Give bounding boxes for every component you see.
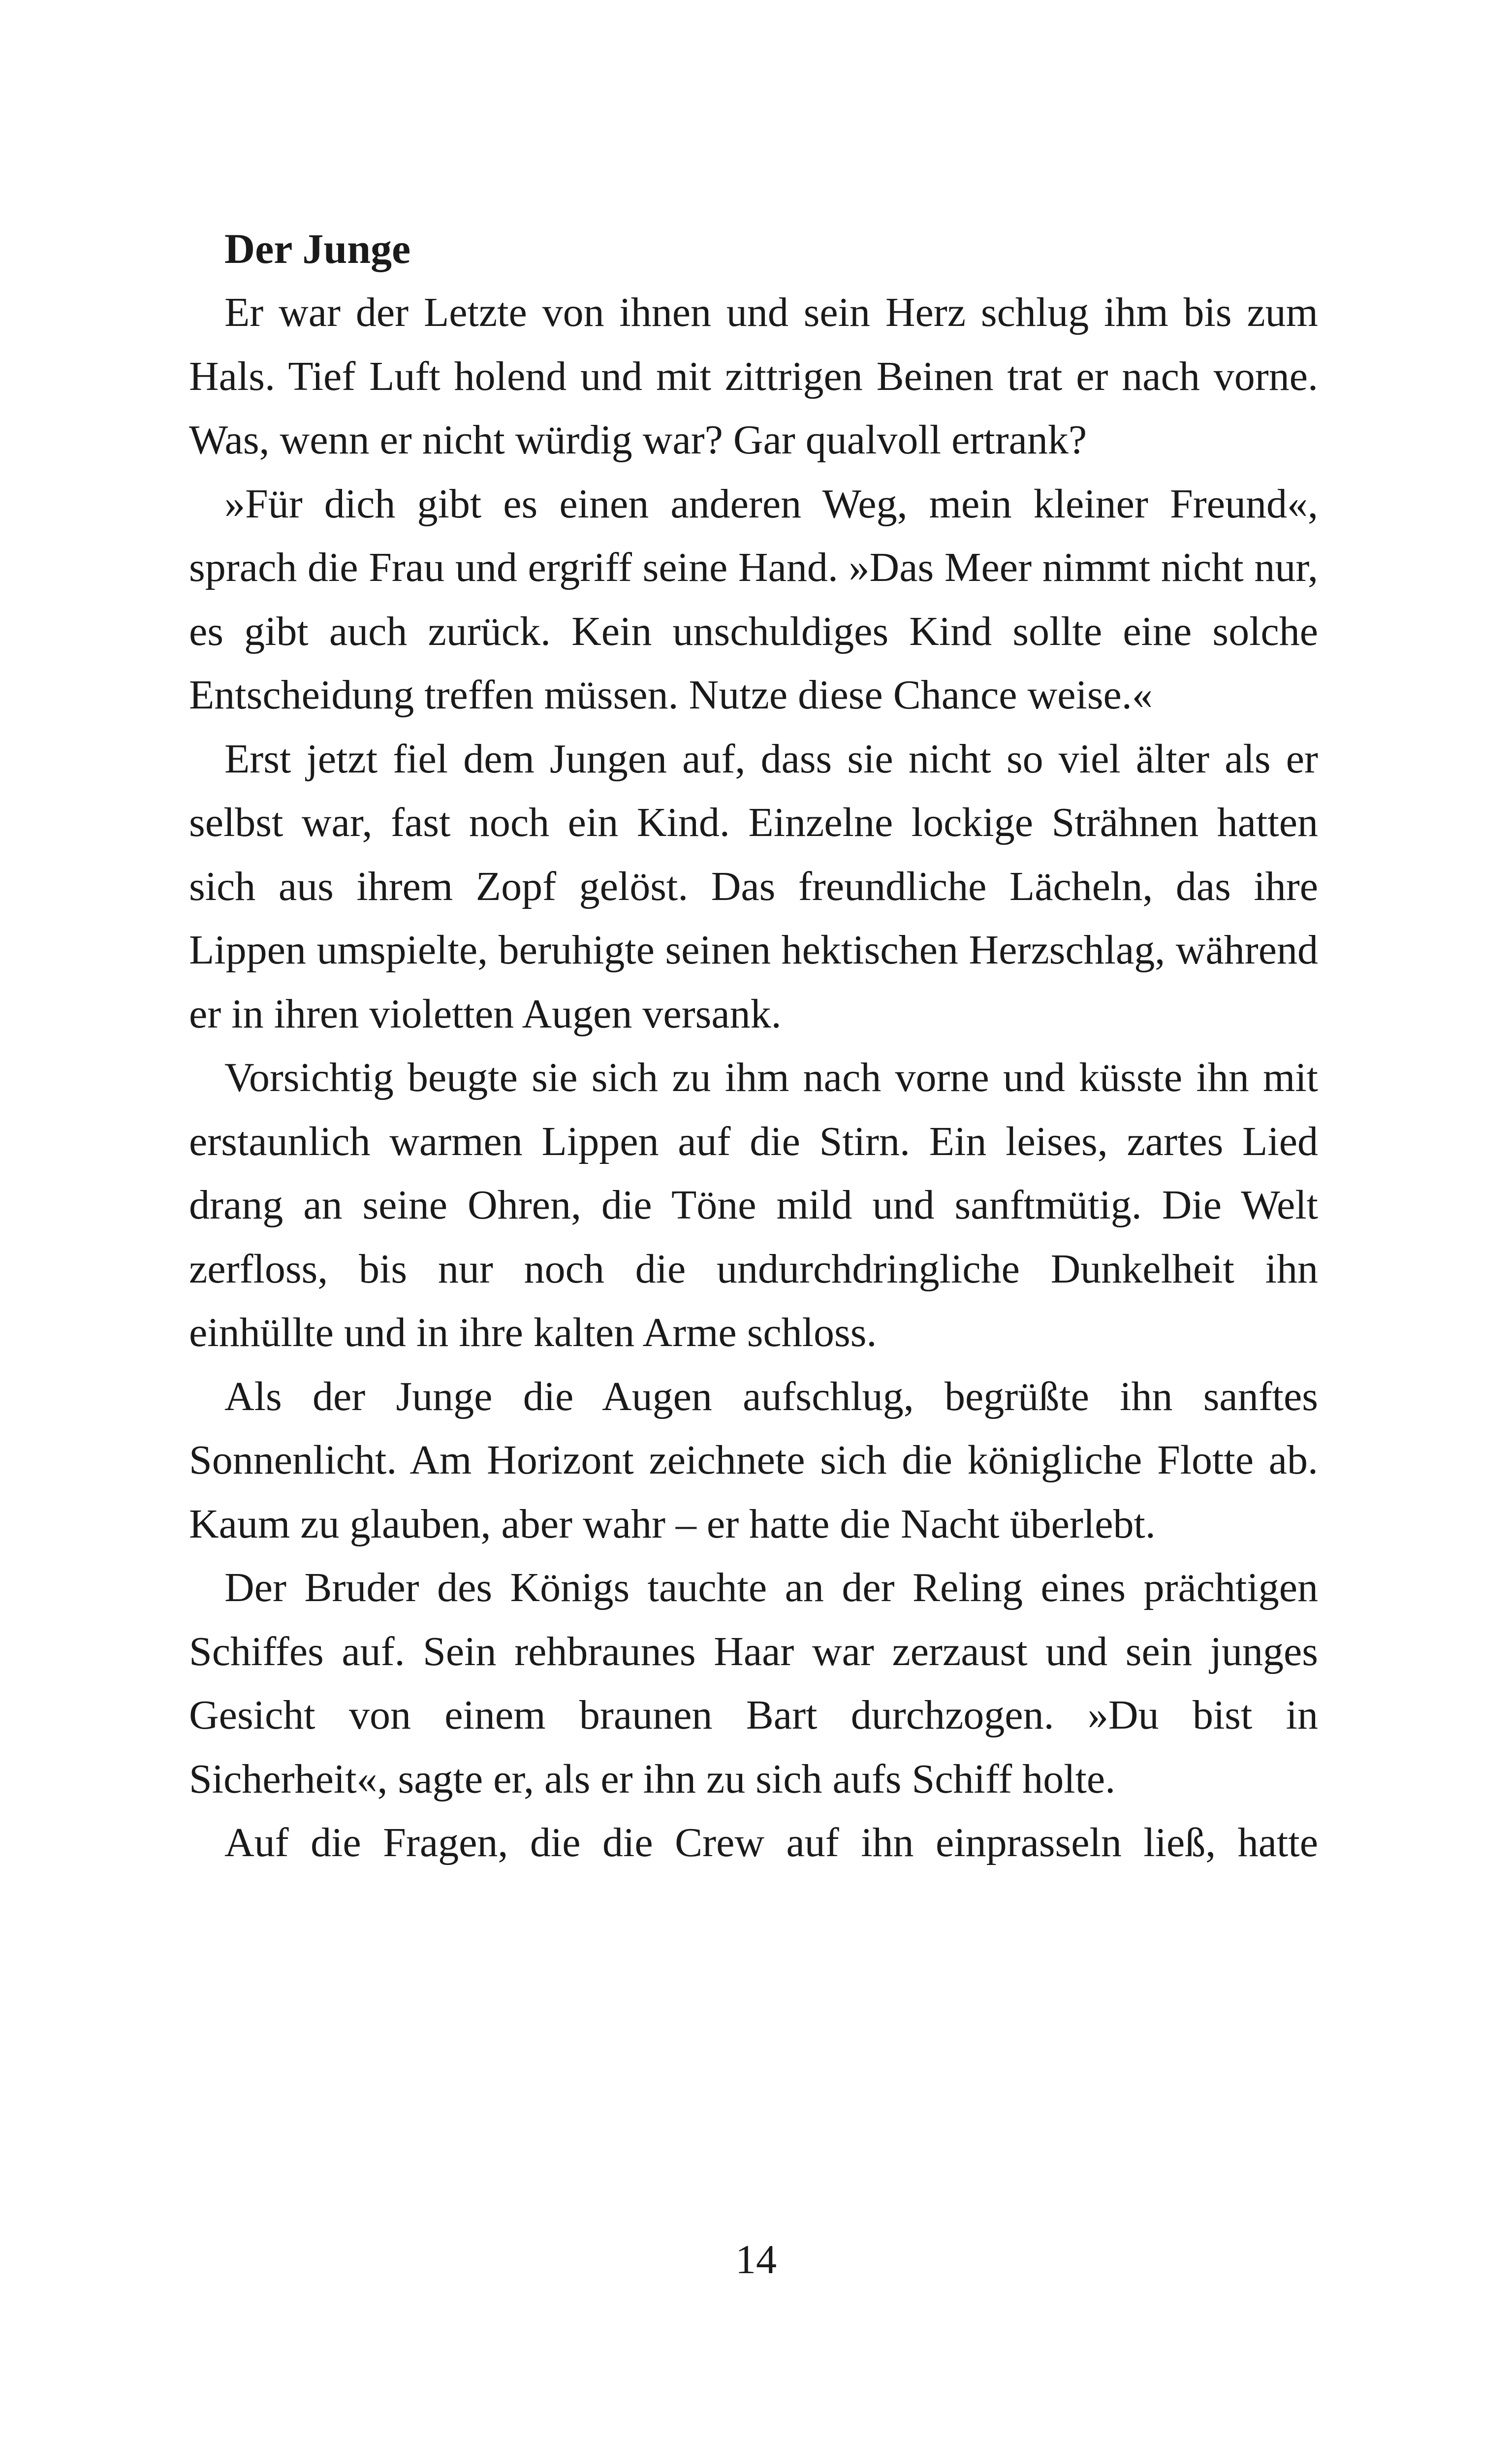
paragraph: Der Bruder des Königs tauchte an der Reling eines prächtigen Schiffes auf. Sein rehbraunes Haar war zerzaust und sein junges Gesicht von einem braunen Bart durchzogen. »Du bist in Sicherheit«, sagte er, als er ihn zu sich aufs Schiff holte.	[189, 1565, 1318, 1802]
paragraph: Erst jetzt fiel dem Jungen auf, dass sie nicht so viel älter als er selbst war, fast noch ein Kind. Einzelne lockige Strähnen hatten sich aus ihrem Zopf gelöst. Das freundliche Lächeln, das ihre Lippen umspielte, beruhigte seinen hektischen Herzschlag, während er in ihren violetten Augen versank.	[189, 736, 1318, 1037]
paragraph: Als der Junge die Augen aufschlug, begrüßte ihn sanftes Sonnenlicht. Am Horizont zeichnete sich die königliche Flotte ab. Kaum zu glauben, aber wahr – er hatte die Nacht überlebt.	[189, 1373, 1318, 1547]
paragraph: Er war der Letzte von ihnen und sein Herz schlug ihm bis zum Hals. Tief Luft holend und mit zittrigen Beinen trat er nach vorne. Was, wenn er nicht würdig war? Gar qualvoll ertrank?	[189, 289, 1318, 463]
paragraph: Vorsichtig beugte sie sich zu ihm nach vorne und küsste ihn mit erstaunlich warmen Lippen auf die Stirn. Ein leises, zartes Lied drang an seine Ohren, die Töne mild und sanftmütig. Die Welt zerfloss, bis nur noch die undurchdringliche Dunkelheit ihn einhüllte und in ihre kalten Arme schloss.	[189, 1055, 1318, 1355]
page-number: 14	[735, 2237, 777, 2282]
paragraph: »Für dich gibt es einen anderen Weg, mein kleiner Freund«, sprach die Frau und ergriff seine Hand. »Das Meer nimmt nicht nur, es gibt auch zurück. Kein unschuldiges Kind sollte eine solche Entscheidung treffen müssen. Nutze diese Chance weise.«	[189, 481, 1318, 718]
paragraph: Auf die Fragen, die die Crew auf ihn einprasseln ließ, hatte	[224, 1820, 1318, 1865]
body-text	[189, 217, 1318, 1875]
section-heading: Der Junge	[224, 225, 411, 272]
